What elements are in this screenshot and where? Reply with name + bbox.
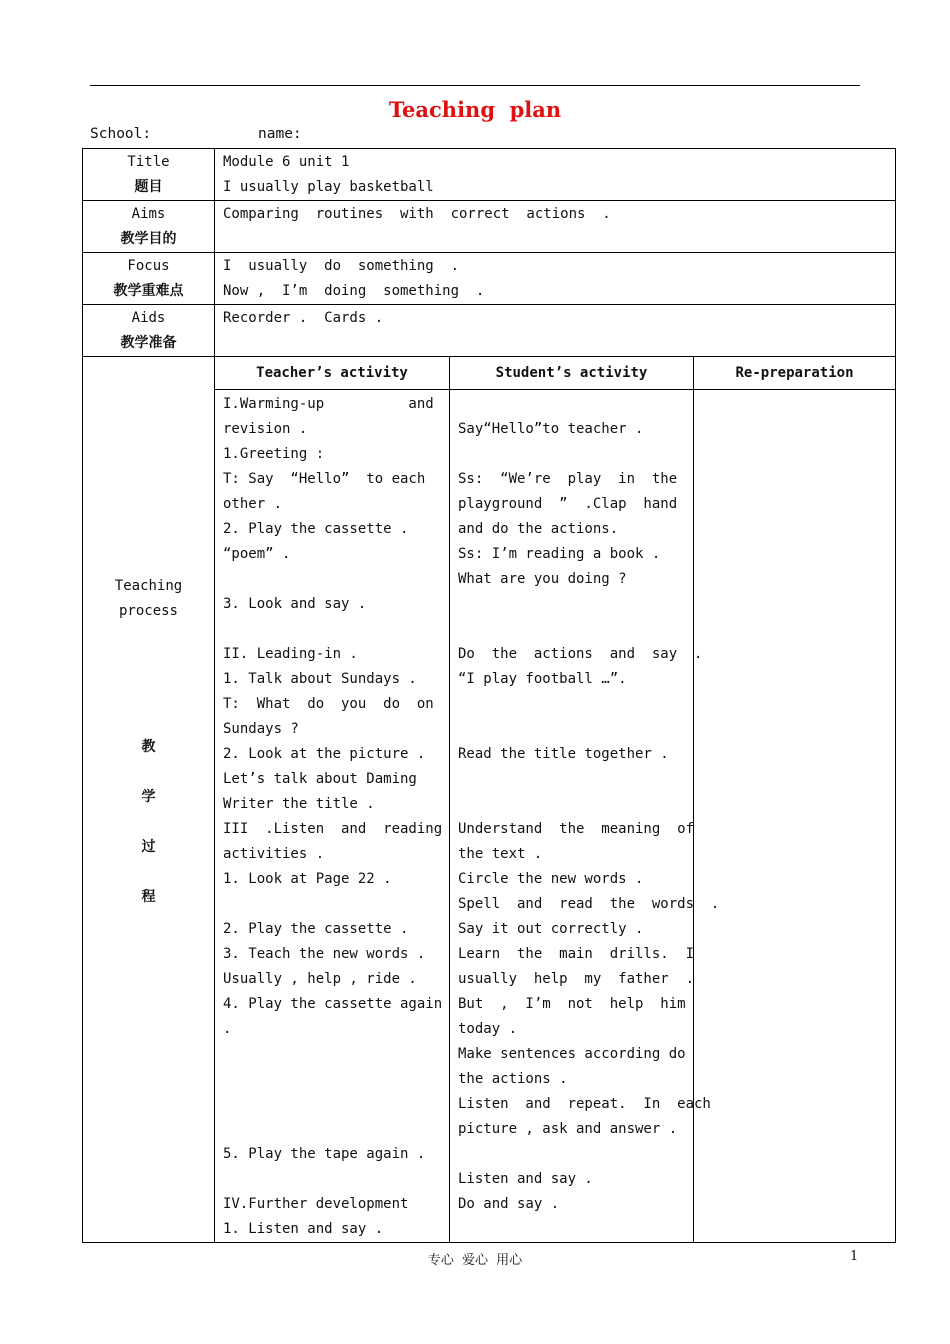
teaching-plan-table [82, 148, 896, 1243]
teacher-line: 1.Greeting : [223, 446, 325, 462]
student-line [458, 442, 685, 467]
aims-value-cell [215, 201, 896, 253]
aids-label-en: Aids [131, 310, 166, 326]
process-header-row [83, 357, 896, 390]
process-label-char: 教 [141, 739, 156, 755]
student-line: Read the title together . [458, 746, 669, 762]
aims-label-zh: 教学目的 [120, 231, 177, 247]
student-line: Listen and repeat. In each [458, 1096, 711, 1112]
aims-label-cell [83, 201, 215, 253]
student-line [458, 692, 685, 717]
aims-line: Comparing routines with correct actions . [223, 206, 611, 222]
title-row [83, 149, 896, 201]
focus-value-cell [215, 253, 896, 305]
student-line [458, 617, 685, 642]
title-label-cell [83, 149, 215, 201]
teacher-line: 5. Play the tape again . [223, 1146, 426, 1162]
teacher-line: other . [223, 496, 283, 512]
student-activity-cell [450, 390, 720, 1243]
teacher-line [223, 1117, 441, 1142]
teacher-line: 2. Look at the picture . [223, 746, 426, 762]
title-label-zh: 题目 [134, 179, 163, 195]
school-label: School: [90, 126, 152, 142]
teacher-line: 1. Listen and say . [223, 1221, 384, 1237]
focus-line: Now , I’m doing something . [223, 283, 485, 299]
student-line: But , I’m not help him [458, 996, 686, 1012]
teacher-line: 4. Play the cassette again [223, 996, 443, 1012]
page-title: Teaching plan [388, 97, 562, 122]
student-line: Ss: “We’re play in the [458, 471, 678, 487]
student-line: Make sentences according do [458, 1046, 686, 1062]
student-line: Listen and say . [458, 1171, 593, 1187]
process-label-cell [83, 357, 215, 1243]
student-line: Say“Hello”to teacher . [458, 421, 644, 437]
process-label-zh [83, 722, 214, 922]
focus-line: I usually do something . [223, 258, 460, 274]
teacher-line: Let’s talk about Daming [223, 771, 417, 787]
teacher-line: Sundays ? [223, 721, 299, 737]
process-label-line: Teaching [114, 578, 183, 594]
aids-label-zh: 教学准备 [120, 335, 177, 351]
student-line: usually help my father . [458, 971, 695, 987]
teacher-line [223, 567, 441, 592]
focus-label-zh: 教学重难点 [113, 283, 184, 299]
teacher-line [223, 1092, 441, 1117]
student-line: today . [458, 1021, 518, 1037]
student-line [458, 767, 685, 792]
student-line: What are you doing ? [458, 571, 627, 587]
aids-value-cell [215, 305, 896, 357]
teacher-line: T: Say “Hello” to each [223, 471, 426, 487]
student-line [458, 792, 685, 817]
student-line: Do the actions and say . [458, 646, 703, 662]
teacher-activity-cell [215, 390, 450, 1243]
focus-label-en: Focus [127, 258, 170, 274]
aims-row [83, 201, 896, 253]
teacher-line [223, 617, 441, 642]
re-preparation-cell [694, 390, 896, 1243]
title-label-en: Title [127, 154, 170, 170]
aims-label-en: Aims [131, 206, 166, 222]
focus-label-cell [83, 253, 215, 305]
teacher-line [223, 892, 441, 917]
title-line: Module 6 unit 1 [223, 154, 350, 170]
teacher-line: 3. Look and say . [223, 596, 367, 612]
student-line: the text . [458, 846, 543, 862]
teacher-line [223, 1067, 441, 1092]
teacher-line: 3. Teach the new words . [223, 946, 426, 962]
student-line [458, 1142, 685, 1167]
aids-line: Recorder . Cards . [223, 310, 384, 326]
student-line: Learn the main drills. I [458, 946, 695, 962]
re-preparation-header: Re-preparation [694, 357, 896, 390]
process-label-char: 过 [141, 839, 156, 855]
student-line [458, 592, 685, 617]
student-line: Do and say . [458, 1196, 560, 1212]
teacher-line: “poem” . [223, 546, 291, 562]
teacher-line: IV.Further development [223, 1196, 409, 1212]
aids-label-cell [83, 305, 215, 357]
teacher-line: T: What do you do on [223, 696, 434, 712]
teacher-line [223, 1167, 441, 1192]
student-line: Spell and read the words . [458, 896, 720, 912]
student-line: “I play football …”. [458, 671, 627, 687]
page-number: 1 [850, 1249, 859, 1264]
student-line: Understand the meaning of [458, 821, 695, 837]
title-value-cell [215, 149, 896, 201]
student-line [458, 392, 685, 417]
process-label-en [83, 574, 214, 624]
name-label: name: [258, 126, 302, 142]
teacher-line: . [223, 1021, 232, 1037]
aids-row [83, 305, 896, 357]
student-activity-header: Student’s activity [450, 357, 694, 390]
student-line: Circle the new words . [458, 871, 644, 887]
teacher-line: I.Warming-up and [223, 396, 434, 412]
teacher-line: Usually , help , ride . [223, 971, 417, 987]
focus-row [83, 253, 896, 305]
teacher-activity-header: Teacher’s activity [215, 357, 450, 390]
student-line: Say it out correctly . [458, 921, 644, 937]
student-line: picture , ask and answer . [458, 1121, 678, 1137]
student-line [458, 717, 685, 742]
teacher-line: revision . [223, 421, 308, 437]
teacher-line: 1. Look at Page 22 . [223, 871, 392, 887]
process-label-char: 程 [141, 889, 156, 905]
teacher-line: 2. Play the cassette . [223, 521, 409, 537]
teacher-line: III .Listen and reading [223, 821, 443, 837]
teacher-line: II. Leading-in . [223, 646, 358, 662]
student-line: Ss: I’m reading a book . [458, 546, 661, 562]
teacher-line: 1. Talk about Sundays . [223, 671, 417, 687]
title-line: I usually play basketball [223, 179, 434, 195]
teacher-line: 2. Play the cassette . [223, 921, 409, 937]
student-line: and do the actions. [458, 521, 619, 537]
student-line: playground ” .Clap hand [458, 496, 678, 512]
footer-text: 专心 爱心 用心 [427, 1253, 523, 1268]
header-rule [90, 85, 860, 86]
process-label-line: process [118, 603, 178, 619]
teacher-line [223, 1042, 441, 1067]
teacher-line: activities . [223, 846, 325, 862]
student-line: the actions . [458, 1071, 568, 1087]
teacher-line: Writer the title . [223, 796, 375, 812]
process-label-char: 学 [141, 789, 156, 805]
